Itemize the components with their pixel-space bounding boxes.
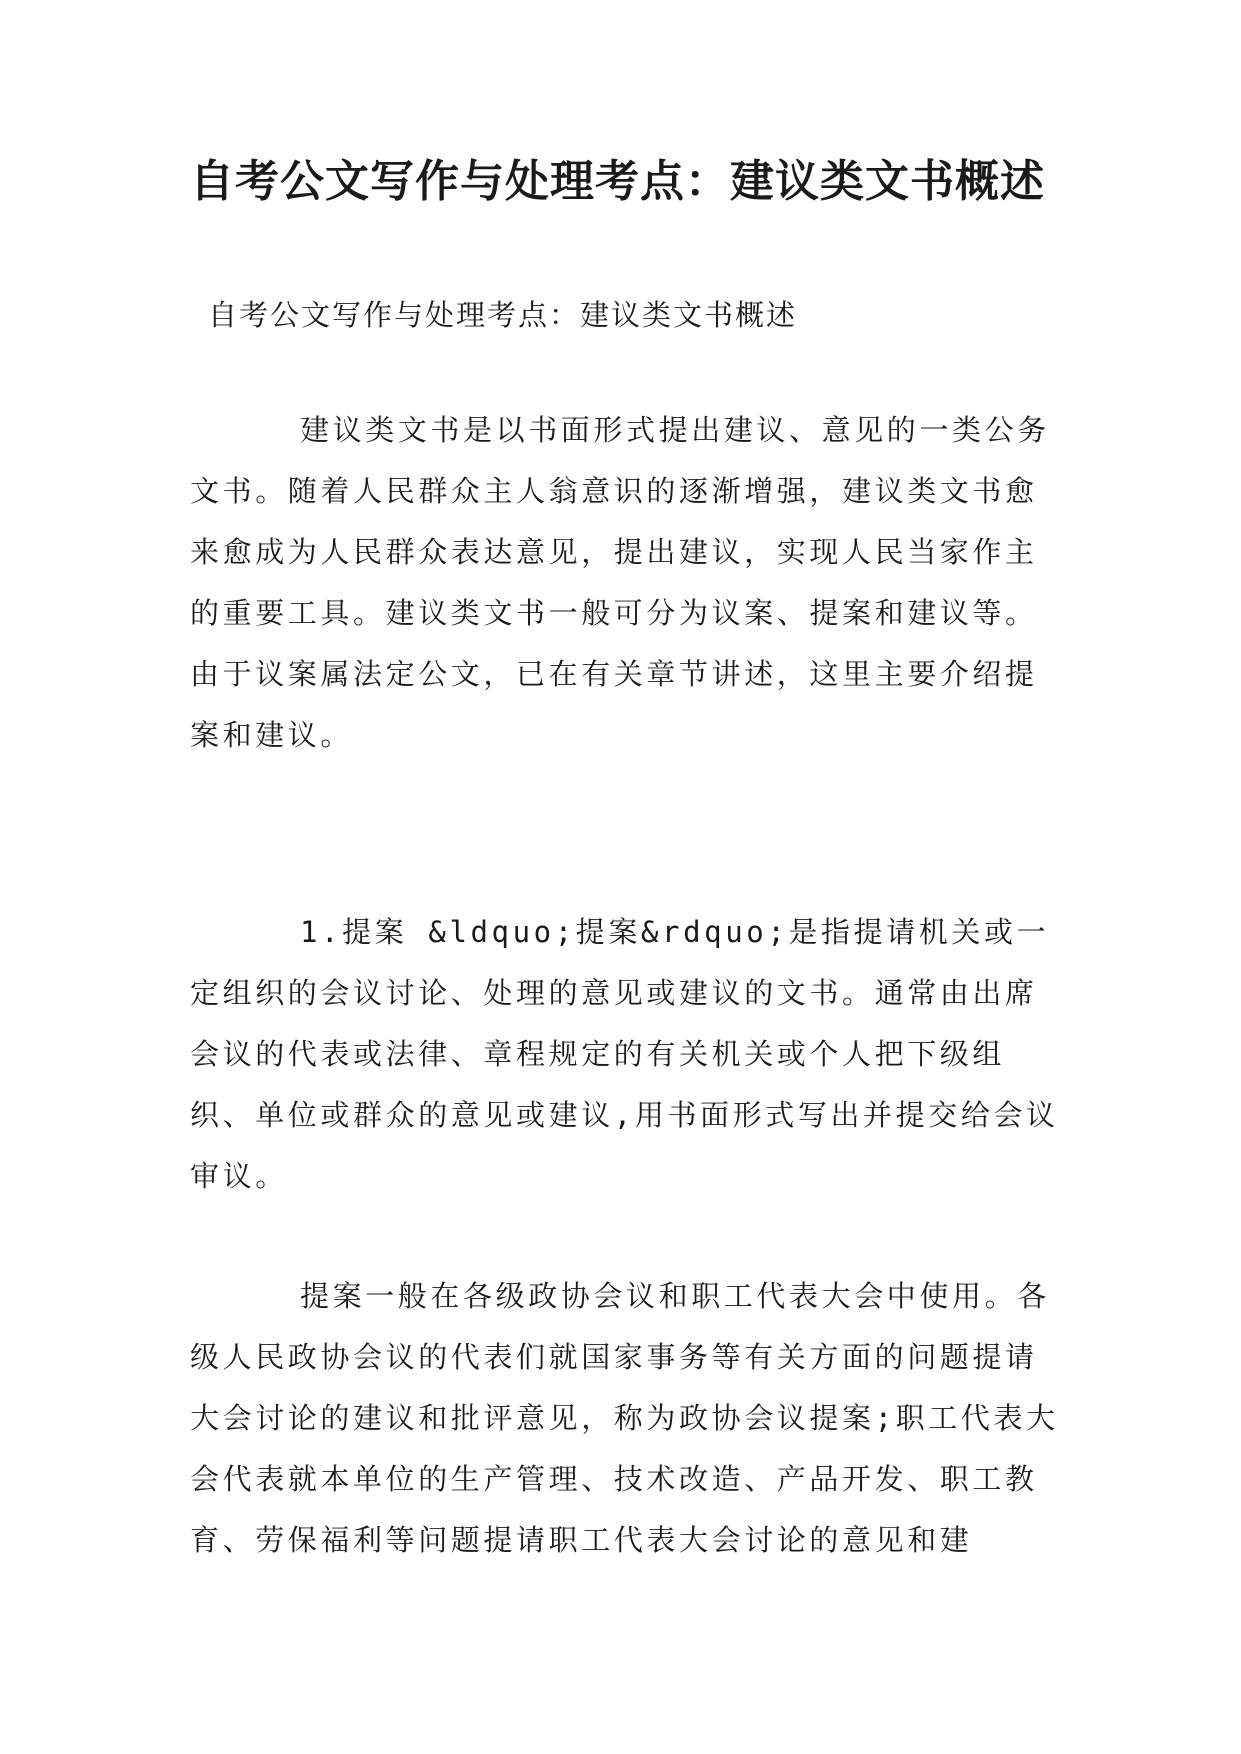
- paragraph-proposal-definition: 1.提案 &ldquo;提案&rdquo;是指提请机关或一定组织的会议讨论、处理的意见或建议的文书。通常由出席会议的代表或法律、章程规定的有关机关或个人把下级组织、单位或群众的意见或建议,用书面形式写出并提交给会议审议。: [190, 915, 1059, 1193]
- paragraph-overview: 建议类文书是以书面形式提出建议、意见的一类公务文书。随着人民群众主人翁意识的逐渐增强，建议类文书愈来愈成为人民群众表达意见，提出建议，实现人民当家作主的重要工具。建议类文书一般可分为议案、提案和建议等。由于议案属法定公文，已在有关章节讲述，这里主要介绍提案和建议。: [190, 413, 1050, 752]
- document-subtitle: 自考公文写作与处理考点：建议类文书概述: [208, 298, 798, 332]
- paragraph-proposal-usage: 提案一般在各级政协会议和职工代表大会中使用。各级人民政协会议的代表们就国家事务等有关方面的问题提请大会讨论的建议和批评意见，称为政协会议提案;职工代表大会代表就本单位的生产管理、技术改造、产品开发、职工教育、劳保福利等问题提请职工代表大会讨论的意见和建: [190, 1279, 1059, 1557]
- document-title: 自考公文写作与处理考点：建议类文书概述: [190, 156, 1045, 207]
